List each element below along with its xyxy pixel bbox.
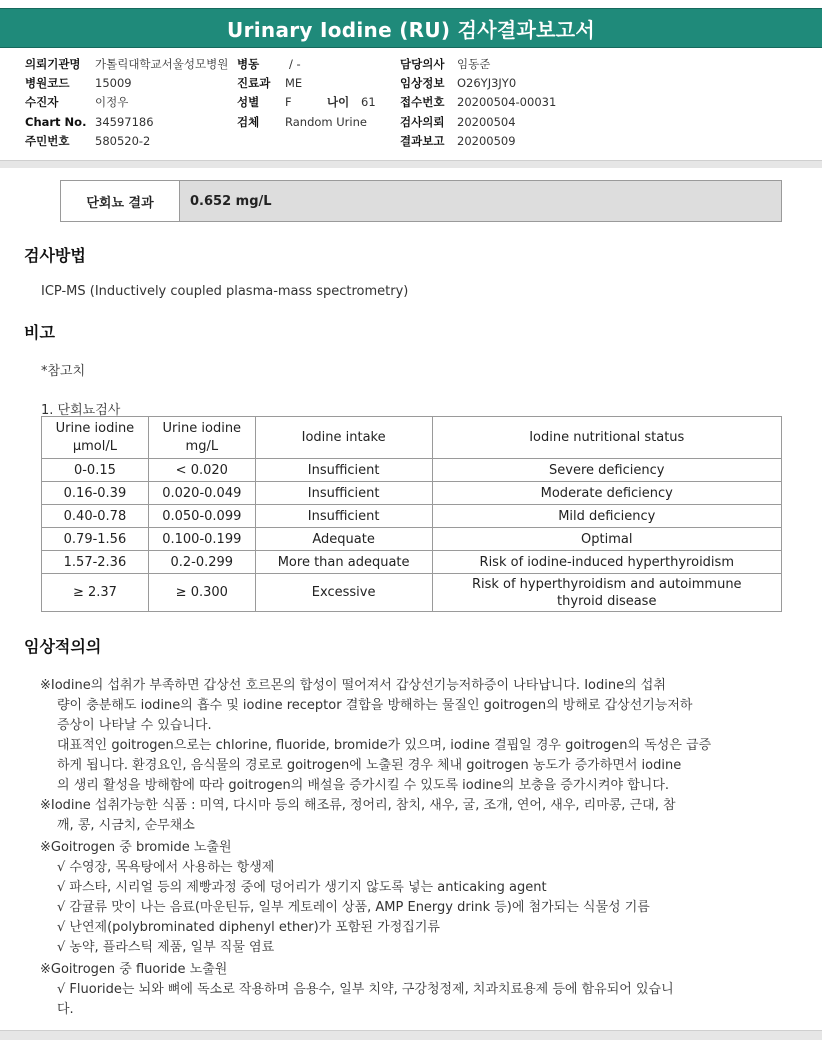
cell-intake: More than adequate xyxy=(255,551,432,574)
info-label: 검사의뢰 xyxy=(400,114,445,129)
cell-mg: 0.050-0.099 xyxy=(148,505,255,528)
age-label: 나이 xyxy=(327,95,350,110)
info-label: Chart No. xyxy=(25,114,87,129)
cell-mg: 0.020-0.049 xyxy=(148,482,255,505)
info-value: 임동준 xyxy=(457,57,491,71)
cell-umol: 0-0.15 xyxy=(42,459,149,482)
info-label: 접수번호 xyxy=(400,95,445,110)
text-line: ※Iodine의 섭취가 부족하면 갑상선 호르몬의 합성이 떨어져서 갑상선기능저하증이 나타납니다. Iodine의 섭취 xyxy=(40,678,666,693)
cell-intake: Insufficient xyxy=(255,505,432,528)
text-line: 하게 됩니다. 환경요인, 음식물의 경로로 goitrogen에 노출된 경우 체내 goitrogen 농도가 증가하면서 iodine xyxy=(57,758,682,773)
remarks-title: 비고 xyxy=(24,323,55,342)
reference-note: *참고치 xyxy=(41,364,86,379)
cell-umol: ≥ 2.37 xyxy=(42,574,149,612)
dept-label: 진료과 xyxy=(237,76,271,91)
cell-umol: 0.79-1.56 xyxy=(42,528,149,551)
cell-mg: < 0.020 xyxy=(148,459,255,482)
info-label: 주민번호 xyxy=(25,133,70,148)
result-box xyxy=(60,180,782,222)
cell-intake: Insufficient xyxy=(255,459,432,482)
info-label: 병원코드 xyxy=(25,76,70,91)
text-line: 량이 충분해도 iodine의 흡수 및 iodine receptor 결합을 방해하는 물질인 goitrogen의 방해로 갑상선기능저하 xyxy=(57,698,693,713)
bromide-title: ※Goitrogen 중 bromide 노출원 xyxy=(40,840,232,855)
patient-info-right xyxy=(400,55,556,151)
page-footer-band xyxy=(0,1030,822,1040)
cell-status: Risk of hyperthyroidism and autoimmune thyroid disease xyxy=(432,574,781,612)
cell-umol: 0.40-0.78 xyxy=(42,505,149,528)
specimen-value: Random Urine xyxy=(285,114,367,129)
list-item: √ Fluoride는 뇌와 뼈에 독소로 작용하며 음용수, 일부 치약, 구강청정제, 치과치료용제 등에 함유되어 있습니 xyxy=(57,982,674,997)
info-value: 15009 xyxy=(95,76,132,91)
cell-status: Mild deficiency xyxy=(432,505,781,528)
cell-mg: ≥ 0.300 xyxy=(148,574,255,612)
list-item: √ 파스타, 시리얼 등의 제빵과정 중에 덩어리가 생기지 않도록 넣는 anticaking agent xyxy=(57,880,547,895)
reference-table xyxy=(41,416,782,612)
cell-intake: Adequate xyxy=(255,528,432,551)
info-label: 결과보고 xyxy=(400,133,445,148)
patient-info-left xyxy=(25,55,228,151)
info-label: 수진자 xyxy=(25,95,59,110)
method-text: ICP-MS (Inductively coupled plasma-mass spectrometry) xyxy=(41,284,409,299)
info-value: 가톨릭대학교서울성모병원 xyxy=(95,57,229,71)
info-value: 20200509 xyxy=(457,133,516,148)
text-line: 다. xyxy=(57,1002,74,1017)
patient-info-middle xyxy=(237,55,376,132)
cell-mg: 0.2-0.299 xyxy=(148,551,255,574)
table-caption: 1. 단회뇨검사 xyxy=(41,403,121,418)
col-header-intake: Iodine intake xyxy=(255,417,432,459)
cell-umol: 0.16-0.39 xyxy=(42,482,149,505)
info-label: 임상정보 xyxy=(400,76,445,91)
sex-label: 성별 xyxy=(237,95,260,110)
cell-mg: 0.100-0.199 xyxy=(148,528,255,551)
info-value: 20200504-00031 xyxy=(457,95,557,110)
info-value: 이정우 xyxy=(95,95,129,110)
col-header-mg: Urine iodine mg/L xyxy=(148,417,255,459)
info-label: 의뢰기관명 xyxy=(25,57,81,71)
cell-status: Optimal xyxy=(432,528,781,551)
cell-status: Risk of iodine-induced hyperthyroidism xyxy=(432,551,781,574)
report-title-bar xyxy=(0,8,822,48)
cell-intake: Excessive xyxy=(255,574,432,612)
col-header-umol: Urine iodine μmol/L xyxy=(42,417,149,459)
list-item: √ 수영장, 목욕탕에서 사용하는 항생제 xyxy=(57,860,275,875)
cell-status: Moderate deficiency xyxy=(432,482,781,505)
info-value: 20200504 xyxy=(457,114,516,129)
fluoride-title: ※Goitrogen 중 fluoride 노출원 xyxy=(40,962,228,977)
table-header-row xyxy=(42,417,782,459)
specimen-label: 검체 xyxy=(237,114,260,129)
text-line: ※Iodine 섭취가능한 식품 : 미역, 다시마 등의 해조류, 정어리, 참치, 새우, 굴, 조개, 연어, 새우, 리마콩, 근대, 참 xyxy=(40,798,676,813)
cell-umol: 1.57-2.36 xyxy=(42,551,149,574)
table-row xyxy=(42,574,782,612)
dept-value: ME xyxy=(285,76,303,91)
table-row xyxy=(42,505,782,528)
section-divider xyxy=(0,160,822,168)
ward-value: / - xyxy=(289,57,301,71)
method-title: 검사방법 xyxy=(24,246,86,265)
table-row xyxy=(42,482,782,505)
table-row xyxy=(42,459,782,482)
list-item: √ 난연제(polybrominated diphenyl ether)가 포함된 가정집기류 xyxy=(57,920,440,935)
table-row xyxy=(42,551,782,574)
clinical-significance-text xyxy=(40,676,770,1020)
result-label: 단회뇨 결과 xyxy=(61,181,180,221)
text-line: 증상이 나타날 수 있습니다. xyxy=(57,718,212,733)
result-value: 0.652 mg/L xyxy=(180,181,781,221)
cell-status: Severe deficiency xyxy=(432,459,781,482)
list-item: √ 감귤류 맛이 나는 음료(마운틴듀, 일부 게토레이 상품, AMP Energy drink 등)에 첨가되는 식물성 기름 xyxy=(57,900,650,915)
info-label: 담당의사 xyxy=(400,57,445,71)
list-item: √ 농약, 플라스틱 제품, 일부 직물 염료 xyxy=(57,940,275,955)
text-line: 깨, 콩, 시금치, 순무채소 xyxy=(57,818,195,833)
text-line: 대표적인 goitrogen으로는 chlorine, fluoride, bromide가 있으며, iodine 결핍일 경우 goitrogen의 독성은 급증 xyxy=(57,738,712,753)
significance-title: 임상적의의 xyxy=(24,637,102,656)
col-header-status: Iodine nutritional status xyxy=(432,417,781,459)
info-value: 34597186 xyxy=(95,114,154,129)
ward-label: 병동 xyxy=(237,57,260,71)
cell-intake: Insufficient xyxy=(255,482,432,505)
report-title: Urinary Iodine (RU) 검사결과보고서 xyxy=(227,17,595,42)
age-value: 61 xyxy=(361,95,376,110)
sex-value: F xyxy=(285,95,292,110)
table-row xyxy=(42,528,782,551)
text-line: 의 생리 활성을 방해함에 따라 goitrogen의 배설을 증가시킬 수 있도록 iodine의 보충을 증가시켜야 합니다. xyxy=(57,778,670,793)
info-value: O26YJ3JY0 xyxy=(457,76,517,91)
info-value: 580520-2 xyxy=(95,133,151,148)
